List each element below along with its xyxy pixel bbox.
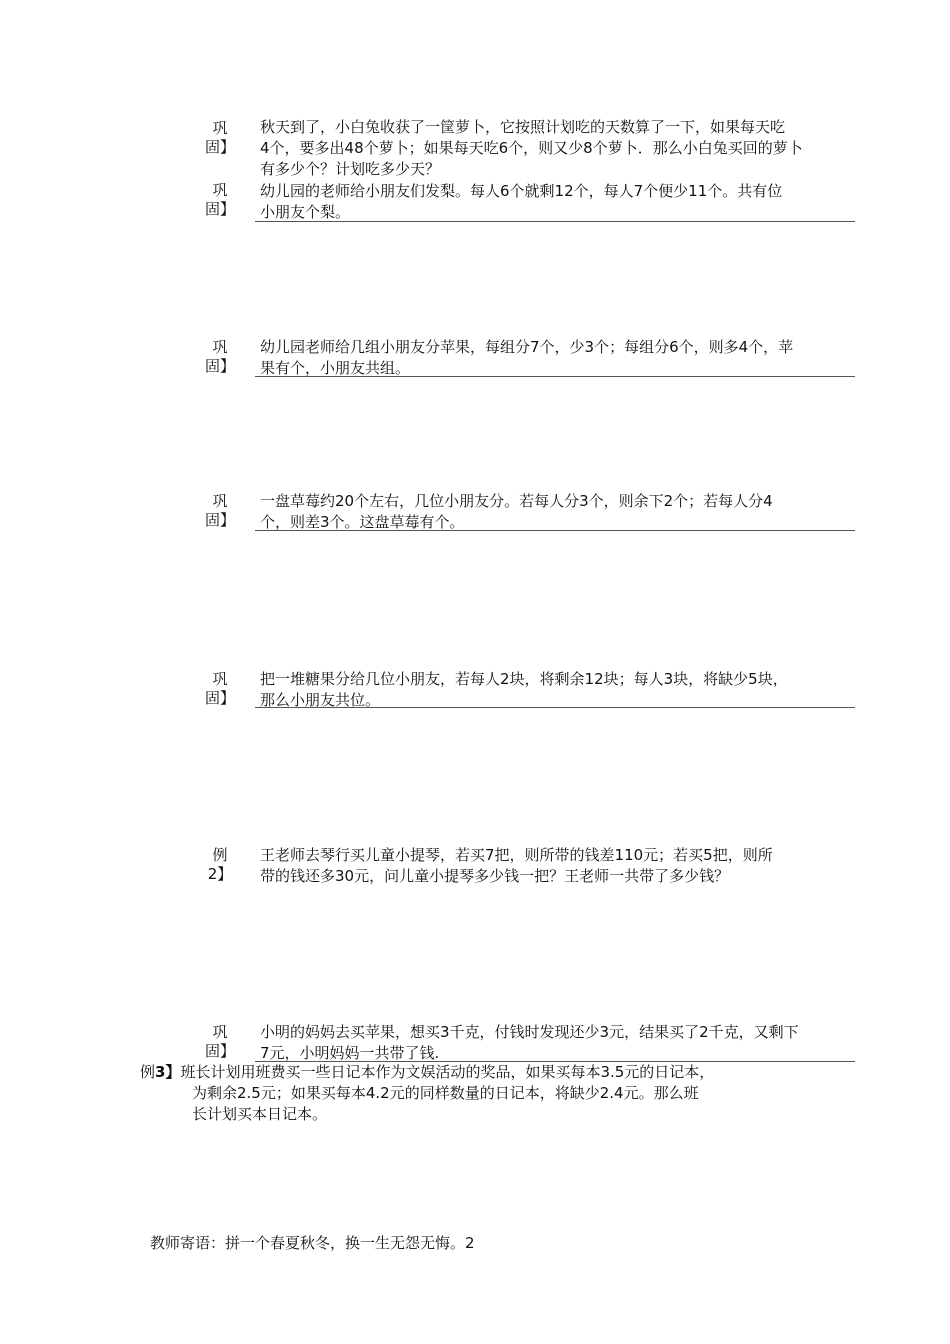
text-line: 那么小朋友共位。 — [260, 691, 381, 709]
text-line: 有多少个？计划吃多少天？ — [260, 160, 441, 178]
label-top: 巩 — [212, 670, 228, 688]
problem-text — [260, 1022, 852, 1064]
text-line: 果有个，小朋友共组。 — [260, 359, 411, 377]
example-label-a: 例 — [140, 1063, 156, 1081]
text-line: 王老师去琴行买儿童小提琴，若买7把，则所带的钱差110元；若买5把，则所 — [260, 846, 773, 864]
problem-label — [200, 181, 240, 219]
problem-label — [200, 338, 240, 376]
label-top: 巩 — [212, 119, 228, 137]
label-top: 巩 — [212, 181, 228, 199]
label-bottom: 固】 — [204, 1042, 235, 1060]
problem-label — [200, 670, 240, 708]
text-line: 个，则差3个。这盘草莓有个。 — [260, 513, 465, 531]
example-label-b: 3】 — [155, 1063, 181, 1081]
text-line: 秋天到了，小白兔收获了一筐萝卜，它按照计划吃的天数算了一下，如果每天吃 — [260, 118, 786, 136]
text-line: 7元，小明妈妈一共带了钱. — [260, 1044, 440, 1062]
label-top: 例 — [212, 846, 228, 864]
label-bottom: 固】 — [204, 138, 235, 156]
problem-label — [200, 492, 240, 530]
problem-text — [260, 669, 852, 711]
text-line: 幼儿园老师给几组小朋友分苹果，每组分7个，少3个；每组分6个，则多4个，苹 — [260, 338, 794, 356]
text-line: 一盘草莓约20个左右，几位小朋友分。若每人分3个，则余下2个；若每人分4 — [260, 492, 773, 510]
label-bottom: 固】 — [204, 357, 235, 375]
label-top: 巩 — [212, 338, 228, 356]
label-bottom: 固】 — [204, 511, 235, 529]
problem-label — [200, 119, 240, 157]
footer-motto: 教师寄语：拼一个春夏秋冬，换一生无怨无悔。2 — [150, 1234, 475, 1252]
text-line: 把一堆糖果分给几位小朋友，若每人2块，将剩余12块；每人3块，将缺少5块， — [260, 670, 788, 688]
problem-text — [260, 491, 852, 533]
label-top: 巩 — [212, 1023, 228, 1041]
text-line: 为剩余2.5元；如果买每本4.2元的同样数量的日记本，将缺少2.4元。那么班 — [192, 1084, 699, 1102]
label-bottom: 固】 — [204, 200, 235, 218]
text-line: 小朋友个梨。 — [260, 203, 351, 221]
label-top: 巩 — [212, 492, 228, 510]
example-text — [260, 845, 852, 887]
text-line: 小明的妈妈去买苹果，想买3千克，付钱时发现还少3元，结果买了2千克，又剩下 — [260, 1023, 799, 1041]
text-line: 4个，要多出48个萝卜；如果每天吃6个，则又少8个萝卜．那么小白兔买回的萝卜 — [260, 139, 803, 157]
label-bottom: 固】 — [204, 689, 235, 707]
text-line: 长计划买本日记本。 — [192, 1105, 328, 1123]
problem-label — [200, 1023, 240, 1061]
answer-underline — [255, 376, 855, 377]
text-line: 带的钱还多30元，问儿童小提琴多少钱一把？王老师一共带了多少钱？ — [260, 867, 730, 885]
problem-text — [260, 181, 852, 223]
example-line-1: 班长计划用班费买一些日记本作为文娱活动的奖品，如果买每本3.5元的日记本， — [180, 1063, 715, 1081]
text-line: 幼儿园的老师给小朋友们发梨。每人6个就剩12个，每人7个便少11个。共有位 — [260, 182, 783, 200]
example-3 — [140, 1062, 780, 1125]
answer-underline — [255, 530, 855, 531]
problem-text — [260, 337, 852, 379]
example-label — [200, 846, 240, 884]
text-line — [140, 1062, 780, 1083]
label-bottom: 2】 — [207, 865, 233, 883]
answer-underline — [255, 221, 855, 222]
problem-text — [260, 117, 852, 180]
answer-underline — [255, 707, 855, 708]
